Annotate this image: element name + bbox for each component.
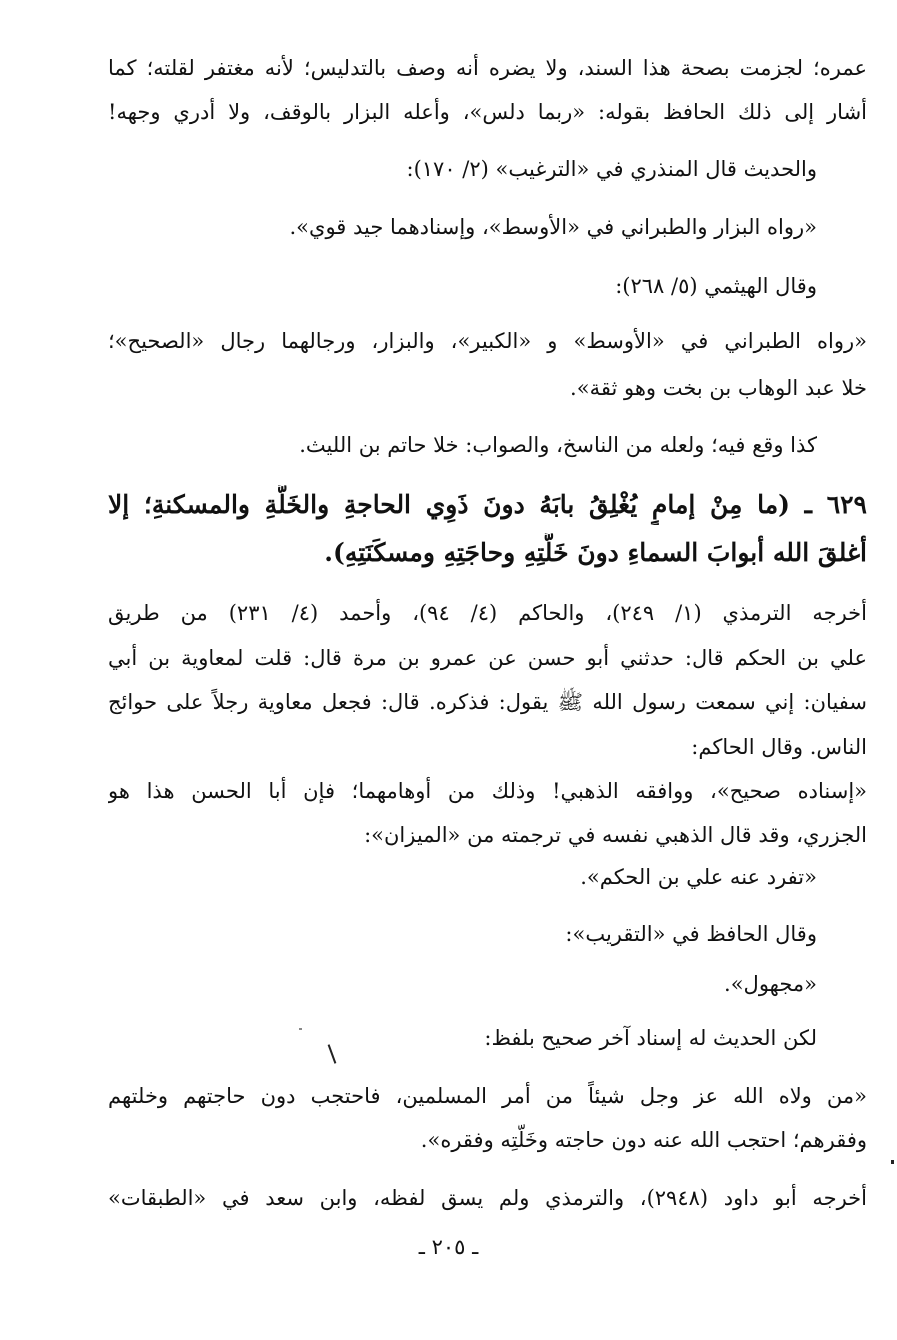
page-number: ـ ٢٠٥ ـ: [418, 1235, 479, 1259]
quote-line: وفقرهم؛ احتجب الله عنه دون حاجته وخَلَّتِه وفقره».: [420, 1128, 867, 1152]
scan-speck: [299, 1028, 302, 1030]
hadith-heading: ٦٢٩ ـ (ما مِنْ إمامٍ يُغْلِقُ بابَهُ دونَ ذَوِي الحاجةِ والخَلَّةِ والمسكنةِ؛ إلا: [108, 490, 867, 519]
text-line: أخرجه أبو داود (٢٩٤٨)، والترمذي ولم يسق لفظه، وابن سعد في «الطبقات»: [108, 1186, 867, 1210]
text-line: كذا وقع فيه؛ ولعله من الناسخ، والصواب: خلا حاتم بن الليث.: [299, 433, 817, 457]
quote-line: «مجهول».: [724, 972, 817, 996]
text-line: الجزري، وقد قال الذهبي نفسه في ترجمته من «الميزان»:: [364, 823, 867, 847]
quote-line: «رواه الطبراني في «الأوسط» و «الكبير»، والبزار، ورجالهما رجال «الصحيح»؛: [108, 329, 867, 353]
quote-line: «إسناده صحيح»، ووافقه الذهبي! وذلك من أوهامهما؛ فإن أبا الحسن هذا هو: [108, 779, 867, 803]
text-line: وقال الهيثمي (٥/ ٢٦٨):: [615, 274, 817, 298]
text-line: عمره؛ لجزمت بصحة هذا السند، ولا يضره أنه وصف بالتدليس؛ لأنه مغتفر لقلته؛ كما: [108, 56, 867, 80]
quote-line: «رواه البزار والطبراني في «الأوسط»، وإسنادهما جيد قوي».: [289, 215, 817, 239]
text-line: أشار إلى ذلك الحافظ بقوله: «ربما دلس»، وأعله البزار بالوقف، ولا أدري وجهه!: [108, 100, 867, 124]
text-line: الناس. وقال الحاكم:: [691, 735, 867, 759]
quote-line: خلا عبد الوهاب بن بخت وهو ثقة».: [570, 376, 867, 400]
text-line: علي بن الحكم قال: حدثني أبو حسن عن عمرو بن مرة قال: قلت لمعاوية بن أبي: [108, 646, 867, 670]
text-line: سفيان: إني سمعت رسول الله ﷺ يقول: فذكره. قال: فجعل معاوية رجلاً على حوائج: [108, 690, 867, 714]
text-line: والحديث قال المنذري في «الترغيب» (٢/ ١٧٠):: [406, 157, 817, 181]
quote-line: «تفرد عنه علي بن الحكم».: [580, 865, 817, 889]
text-line: أخرجه الترمذي (١/ ٢٤٩)، والحاكم (٤/ ٩٤)، وأحمد (٤/ ٢٣١) من طريق: [108, 601, 867, 625]
quote-line: «من ولاه الله عز وجل شيئاً من أمر المسلمين، فاحتجب دون حاجتهم وخلتهم: [108, 1084, 867, 1108]
text-line: وقال الحافظ في «التقريب»:: [565, 922, 817, 946]
hadith-heading: أغلقَ الله أبوابَ السماءِ دونَ خَلَّتِهِ وحاجَتِهِ ومسكَنَتِهِ).: [324, 538, 867, 567]
text-line: لكن الحديث له إسناد آخر صحيح بلفظ:: [484, 1026, 817, 1050]
scan-speck: [891, 1160, 894, 1164]
